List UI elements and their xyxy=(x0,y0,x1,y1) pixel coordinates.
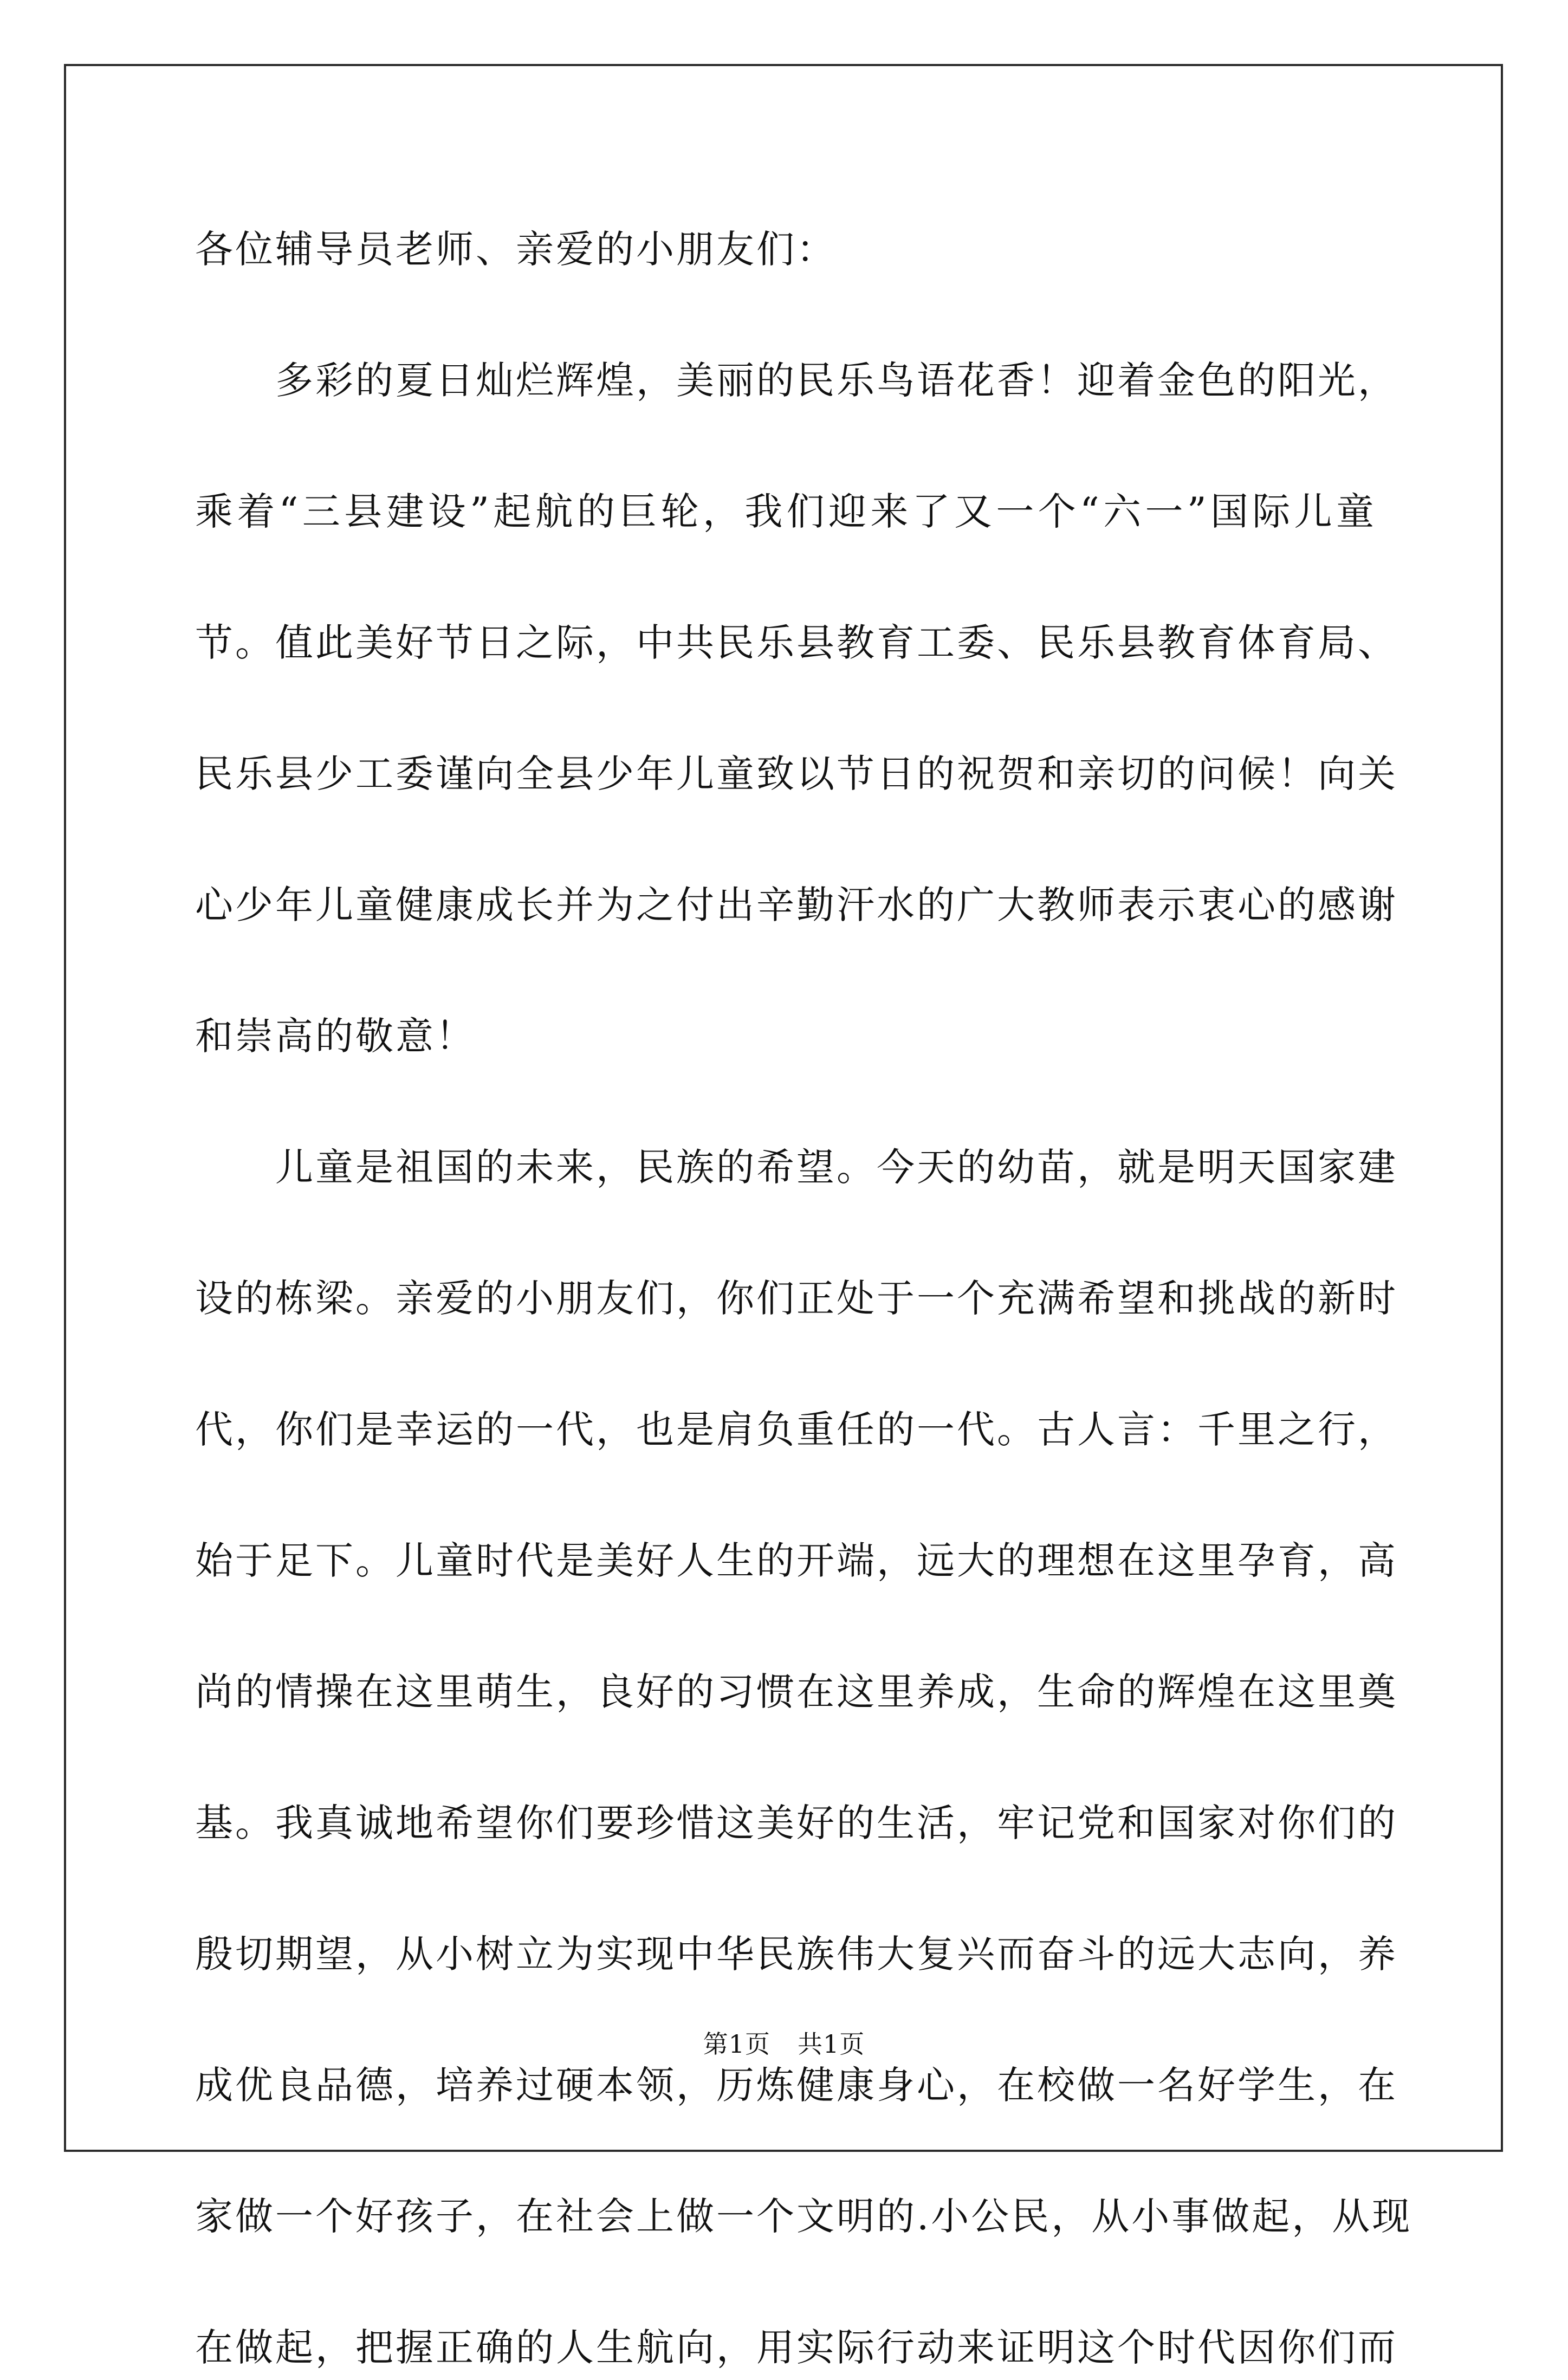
line-gap xyxy=(195,413,1376,479)
line-gap xyxy=(195,1462,1376,1528)
line-gap xyxy=(195,1724,1376,1790)
paragraph-gap xyxy=(195,1069,1376,1135)
paragraph-1-line-1: 多彩的夏日灿烂辉煌，美丽的民乐鸟语花香！迎着金色的阳光， xyxy=(275,358,1398,403)
paragraph-1-line-5: 心少年儿童健康成长并为之付出辛勤汗水的广大教师表示衷心的感谢 xyxy=(195,883,1398,927)
line-gap xyxy=(195,675,1376,741)
paragraph-2-line-3: 代，你们是幸运的一代，也是肩负重任的一代。古人言：千里之行， xyxy=(195,1407,1398,1452)
salutation: 各位辅导员老师、亲爱的小朋友们： xyxy=(195,227,837,271)
paragraph-2-line-9: 家做一个好孩子，在社会上做一个文明的.小公民，从小事做起，从现 xyxy=(195,2194,1413,2239)
line-gap xyxy=(195,1331,1376,1397)
paragraph-2-line-10: 在做起，把握正确的人生航向，用实际行动来证明这个时代因你们而 xyxy=(195,2325,1398,2370)
paragraph-1-line-6: 和崇高的敬意！ xyxy=(195,1014,476,1058)
line-gap xyxy=(195,937,1376,1004)
paragraph-1-line-3: 节。值此美好节日之际，中共民乐县教育工委、民乐县教育体育局、 xyxy=(195,620,1398,665)
paragraph-1-line-4: 民乐县少工委谨向全县少年儿童致以节日的祝贺和亲切的问候！向关 xyxy=(195,752,1398,796)
paragraph-2-line-5: 尚的情操在这里萌生，良好的习惯在这里养成，生命的辉煌在这里奠 xyxy=(195,1670,1398,1714)
paragraph-2-line-8: 成优良品德，培养过硬本领，历炼健康身心，在校做一名好学生，在 xyxy=(195,2063,1398,2107)
line-gap xyxy=(195,2118,1376,2184)
paragraph-2-line-1: 儿童是祖国的未来，民族的希望。今天的幼苗，就是明天国家建 xyxy=(275,1145,1398,1189)
line-gap xyxy=(195,2249,1376,2315)
paragraph-2-line-6: 基。我真诚地希望你们要珍惜这美好的生活，牢记党和国家对你们的 xyxy=(195,1801,1398,1845)
line-gap xyxy=(195,1855,1376,1922)
page-number-total: 共1页 xyxy=(798,2029,865,2059)
paragraph-2-line-4: 始于足下。儿童时代是美好人生的开端，远大的理想在这里孕育，高 xyxy=(195,1538,1398,1583)
page-footer xyxy=(0,2028,1568,2060)
line-gap xyxy=(195,806,1376,872)
paragraph-1-line-2: 乘着“三县建设”起航的巨轮，我们迎来了又一个“六一”国际儿童 xyxy=(195,489,1376,534)
line-gap xyxy=(195,544,1376,610)
line-gap xyxy=(195,1593,1376,1659)
paragraph-gap xyxy=(195,282,1376,348)
page-number-current: 第1页 xyxy=(703,2029,770,2059)
paragraph-2-line-2: 设的栋梁。亲爱的小朋友们，你们正处于一个充满希望和挑战的新时 xyxy=(195,1276,1398,1321)
line-gap xyxy=(195,1200,1376,1266)
paragraph-2-line-7: 殷切期望，从小树立为实现中华民族伟大复兴而奋斗的远大志向，养 xyxy=(195,1932,1398,1976)
